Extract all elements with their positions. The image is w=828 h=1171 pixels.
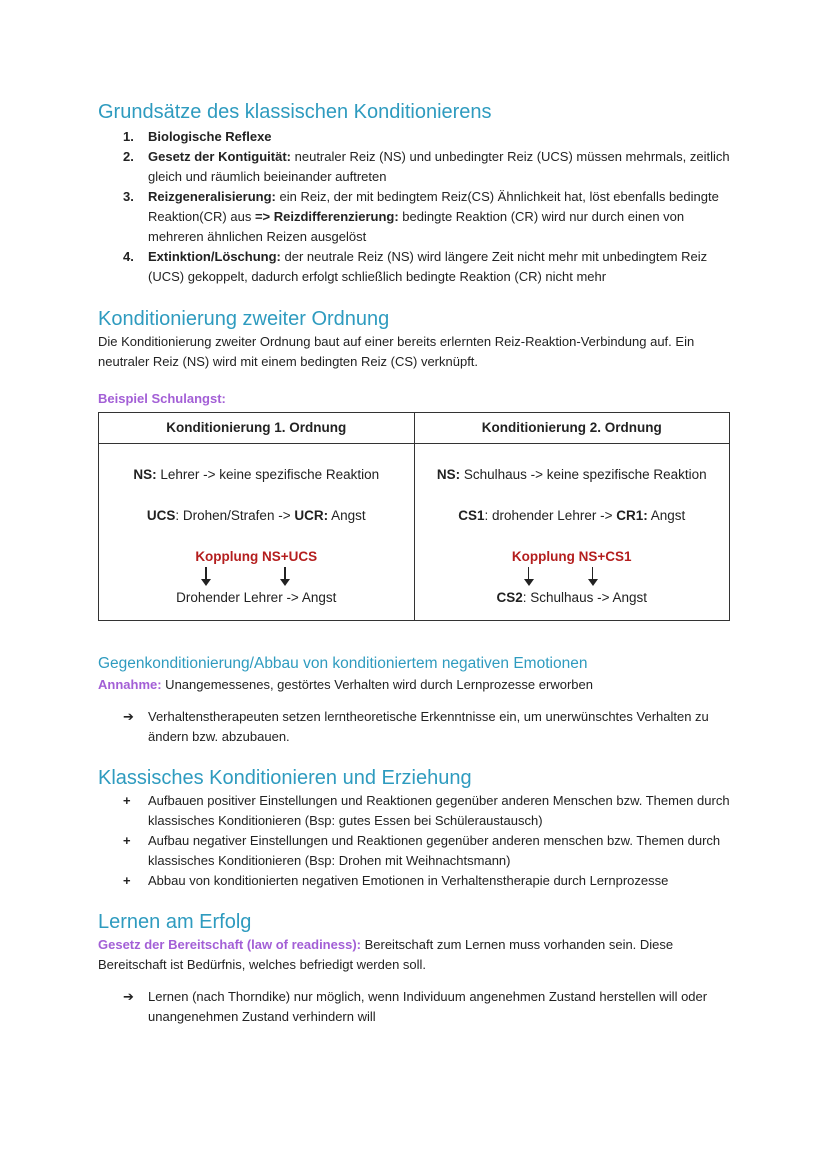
heading-erziehung: Klassisches Konditionieren und Erziehung — [98, 767, 472, 789]
list-term: Extinktion/Löschung: — [148, 249, 281, 264]
list-item — [98, 187, 730, 247]
down-arrow-icon — [524, 567, 534, 587]
principles-list — [98, 127, 730, 287]
heading-gegenkonditionierung: Gegenkonditionierung/Abbau von konditioniertem negativen Emotionen — [98, 655, 588, 672]
list-item — [98, 127, 730, 147]
arrow-right-icon: ➔ — [123, 709, 134, 724]
heading-zweite-ordnung: Konditionierung zweiter Ordnung — [98, 308, 390, 330]
education-list — [98, 791, 730, 891]
table-header: Konditionierung 2. Ordnung — [414, 413, 730, 444]
assumption-line: Annahme: Unangemessenes, gestörtes Verhalten wird durch Lernprozesse erworben — [98, 677, 593, 692]
paragraph-zweite-ordnung: Die Konditionierung zweiter Ordnung baut auf einer bereits erlernten Reiz-Reaktion-Verbindung auf. Ein neutraler Reiz (NS) wird mit einem bedingten Reiz (CS) verknüpft. — [98, 334, 695, 369]
example-table — [98, 412, 730, 621]
cell-line: NS: Lehrer -> keine spezifische Reaktion — [133, 467, 380, 482]
down-arrow-icon — [588, 567, 598, 587]
cell-line: CS1: drohender Lehrer -> CR1: Angst — [458, 508, 686, 523]
cell-line: UCS: Drohen/Strafen -> UCR: Angst — [146, 508, 366, 523]
example-label: Beispiel Schulangst: — [98, 391, 226, 406]
result-line: CS2: Schulhaus -> Angst — [496, 590, 647, 605]
list-text: bedingte Reaktion (CR) wird nur durch einen von mehreren ähnlichen Reizen ausgelöst — [148, 209, 685, 244]
list-term: Reizgeneralisierung: — [148, 189, 276, 204]
list-item — [98, 987, 730, 1027]
list-number: 3. — [123, 189, 134, 204]
thorndike-list — [98, 987, 730, 1027]
list-term: Gesetz der Kontiguität: — [148, 149, 292, 164]
list-text: ein Reiz, der mit bedingtem Reiz(CS) Ähnlichkeit hat, löst ebenfalls bedingte Reaktion(CR) aus — [148, 189, 719, 224]
table-header: Konditionierung 1. Ordnung — [99, 413, 415, 444]
list-term: Biologische Reflexe — [148, 129, 272, 144]
plus-icon: + — [123, 793, 131, 808]
heading-lernen-am-erfolg: Lernen am Erfolg — [98, 911, 252, 933]
list-number: 2. — [123, 149, 134, 164]
heading-grundsaetze: Grundsätze des klassischen Konditionierens — [98, 101, 492, 123]
list-number: 1. — [123, 129, 134, 144]
list-text: Lernen (nach Thorndike) nur möglich, wenn Individuum angenehmen Zustand herstellen will oder unangenehmen Zustand verhindern will — [148, 989, 708, 1024]
cell-line: NS: Schulhaus -> keine spezifische Reaktion — [436, 467, 707, 482]
list-term: => Reizdifferenzierung: — [254, 209, 399, 224]
down-arrow-icon — [201, 567, 211, 587]
list-text: neutraler Reiz (NS) und unbedingter Reiz (UCS) müssen mehrmals, zeitlich gleich und räumlich beieinander auftreten — [148, 149, 730, 184]
list-item — [98, 707, 730, 747]
law-paragraph: Gesetz der Bereitschaft (law of readiness): Bereitschaft zum Lernen muss vorhanden sein. Diese Bereitschaft ist Bedürfnis, welches befriedigt werden soll. — [98, 937, 674, 972]
list-item — [98, 247, 730, 287]
list-text: der neutrale Reiz (NS) wird längere Zeit nicht mehr mit unbedingtem Reiz (UCS) gekoppelt, dadurch erfolgt schließlich bedingte Reaktion (CR) nicht mehr — [148, 249, 708, 284]
list-item — [98, 831, 730, 871]
list-text: Abbau von konditionierten negativen Emotionen in Verhaltenstherapie durch Lernprozesse — [148, 873, 669, 888]
list-text: Aufbau negativer Einstellungen und Reaktionen gegenüber anderen menschen bzw. Themen durch klassisches Konditionieren (Bsp: Drohen mit Weihnachtsmann) — [148, 833, 721, 868]
coupling-label: Kopplung NS+CS1 — [511, 549, 632, 564]
list-item — [98, 147, 730, 187]
arrow-right-icon: ➔ — [123, 989, 134, 1004]
list-item — [98, 871, 730, 891]
therapy-list — [98, 707, 730, 747]
list-text: Aufbauen positiver Einstellungen und Reaktionen gegenüber anderen Menschen bzw. Themen durch klassisches Konditionieren (Bsp: gutes Essen bei Schüleraustausch) — [148, 793, 730, 828]
table-cell-first-order — [99, 444, 415, 621]
list-number: 4. — [123, 249, 134, 264]
document-page — [98, 99, 730, 1027]
list-text: Verhaltenstherapeuten setzen lerntheoretische Erkenntnisse ein, um unerwünschtes Verhalten zu ändern bzw. abzubauen. — [148, 709, 709, 744]
list-item — [98, 791, 730, 831]
plus-icon: + — [123, 873, 131, 888]
table-cell-second-order — [414, 444, 730, 621]
coupling-label: Kopplung NS+UCS — [195, 549, 318, 564]
result-line: Drohender Lehrer -> Angst — [176, 590, 337, 605]
plus-icon: + — [123, 833, 131, 848]
down-arrow-icon — [280, 567, 290, 587]
